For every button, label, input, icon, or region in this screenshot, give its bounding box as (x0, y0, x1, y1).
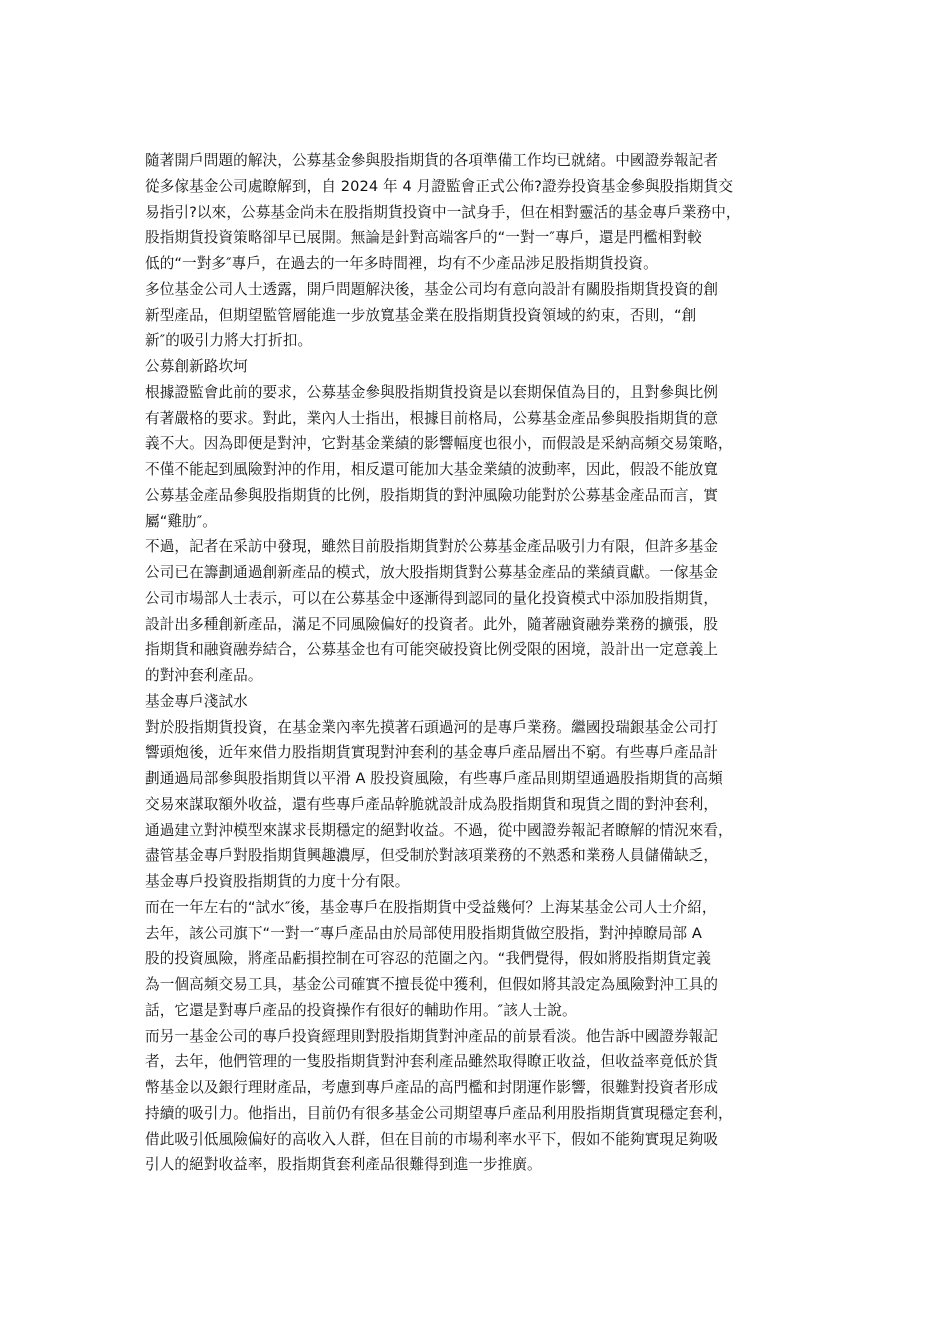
paragraph-innovation-products (145, 277, 807, 354)
text-line: 公募基金產品參與股指期貨的比例，股指期貨的對沖風險功能對於公募基金產品而言，實 (145, 486, 719, 504)
paragraph-csrc-requirements (145, 380, 807, 535)
paragraph-special-account-business (145, 715, 807, 895)
paragraph-outlook (145, 1024, 807, 1179)
text-line: 持續的吸引力。他指出，目前仍有很多基金公司期望專戶產品利用股指期貨實現穩定套利， (145, 1104, 733, 1122)
section-heading-public-funds (145, 354, 807, 380)
text-line: 響頭炮後，近年來借力股指期貨實現對沖套利的基金專戶產品層出不窮。有些專戶產品計 (145, 744, 719, 762)
text-line: 的對沖套利產品。 (145, 667, 263, 684)
text-line: 指期貨和融資融券結合，公募基金也有可能突破投資比例受限的困境，設計出一定意義上 (145, 641, 719, 659)
text-line: 交易來謀取額外收益，還有些專戶產品幹脆就設計成為股指期貨和現貨之間的對沖套利， (145, 795, 719, 813)
text-line: 引人的絕對收益率，股指期貨套利產品很難得到進一步推廣。 (145, 1156, 542, 1174)
text-line: 為一個高頻交易工具，基金公司確實不擅長從中獲利，但假如將其設定為風險對沖工具的 (145, 976, 719, 993)
text-line: 借此吸引低風險偏好的高收入人群，但在目前的市場利率水平下，假如不能夠實現足夠吸 (145, 1130, 719, 1148)
text-line: 不僅不能起到風險對沖的作用，相反還可能加大基金業績的波動率，因此，假設不能放寬 (145, 461, 719, 478)
text-line: 新″的吸引力將大打折扣。 (145, 332, 313, 350)
text-line: 低的“一對多″專戶，在過去的一年多時間裡，均有不少產品涉足股指期貨投資。 (145, 255, 658, 272)
paragraph-reporter-findings (145, 534, 807, 689)
text-line: 通過建立對沖模型來謀求長期穩定的絕對收益。不過，從中國證券報記者瞭解的情況來看， (145, 821, 733, 839)
text-line: 股的投資風險，將產品虧損控制在可容忍的范圍之內。“我們覺得，假如將股指期貨定義 (145, 950, 712, 968)
text-line: 盡管基金專戶對股指期貨興趣濃厚，但受制於對該項業務的不熟悉和業務人員儲備缺乏， (145, 847, 719, 865)
text-line: 幣基金以及銀行理財產品，考慮到專戶產品的高門檻和封閉運作影響，很難對投資者形成 (145, 1079, 719, 1096)
paragraph-trial-results (145, 895, 807, 1024)
section-heading-special-accounts (145, 689, 807, 715)
text-line: 者，去年，他們管理的一隻股指期貨對沖套利產品雖然取得瞭正收益，但收益率竟低於貨 (145, 1053, 719, 1071)
text-line: 而另一基金公司的專戶投資經理則對股指期貨對沖產品的前景看淡。他告訴中國證券報記 (145, 1027, 719, 1045)
heading-text: 公募創新路坎坷 (145, 358, 248, 375)
heading-text: 基金專戶淺試水 (145, 692, 248, 710)
text-line: 隨著開戶問題的解決，公募基金參與股指期貨的各項準備工作均已就緒。中國證券報記者 (145, 152, 719, 169)
text-line: 從多傢基金公司處瞭解到，自 2024 年 4 月證監會正式公佈?證券投資基金參與股指期貨交 (145, 177, 734, 195)
text-line: 劃通過局部參與股指期貨以平滑 A 股投資風險，有些專戶產品則期望通過股指期貨的高頻 (145, 770, 723, 787)
text-line: 去年，該公司旗下“一對一″專戶產品由於局部使用股指期貨做空股指，對沖掉瞭局部 A (145, 924, 703, 942)
text-line: 股指期貨投資策略卻早已展開。無論是針對高端客戶的“一對一″專戶，還是門檻相對較 (145, 229, 702, 247)
text-line: 設計出多種創新產品，滿足不同風險偏好的投資者。此外，隨著融資融券業務的擴張，股 (145, 615, 719, 633)
text-line: 對於股指期貨投資，在基金業內率先摸著石頭過河的是專戶業務。繼國投瑞銀基金公司打 (145, 718, 719, 736)
text-line: 屬“雞肋″。 (145, 512, 217, 530)
text-line: 不過，記者在采訪中發現，雖然目前股指期貨對於公募基金產品吸引力有限，但許多基金 (145, 538, 719, 556)
text-line: 基金專戶投資股指期貨的力度十分有限。 (145, 873, 410, 890)
text-line: 公司已在籌劃通過創新產品的模式，放大股指期貨對公募基金產品的業績貢獻。一傢基金 (145, 564, 719, 581)
paragraph-account-opening (145, 148, 807, 277)
text-line: 而在一年左右的“試水″後，基金專戶在股指期貨中受益幾何？上海某基金公司人士介紹， (145, 898, 717, 916)
text-line: 有著嚴格的要求。對此，業內人士指出，根據目前格局，公募基金產品參與股指期貨的意 (145, 409, 719, 427)
text-line: 公司市場部人士表示，可以在公募基金中逐漸得到認同的量化投資模式中添加股指期貨， (145, 589, 719, 607)
text-line: 新型產品，但期望監管層能進一步放寬基金業在股指期貨投資領域的約束，否則，“創 (145, 306, 697, 324)
document-body (145, 148, 807, 1178)
text-line: 易指引?以來，公募基金尚未在股指期貨投資中一試身手，但在相對靈活的基金專戶業務中， (145, 203, 741, 221)
text-line: 義不大。因為即便是對沖，它對基金業績的影響幅度也很小，而假設是采納高頻交易策略， (145, 435, 733, 453)
text-line: 多位基金公司人士透露，開戶問題解決後，基金公司均有意向設計有關股指期貨投資的創 (145, 280, 719, 298)
text-line: 根據證監會此前的要求，公募基金參與股指期貨投資是以套期保值為目的，且對參與比例 (145, 383, 719, 401)
text-line: 話，它還是對專戶產品的投資操作有很好的輔助作用。″該人士說。 (145, 1001, 577, 1019)
